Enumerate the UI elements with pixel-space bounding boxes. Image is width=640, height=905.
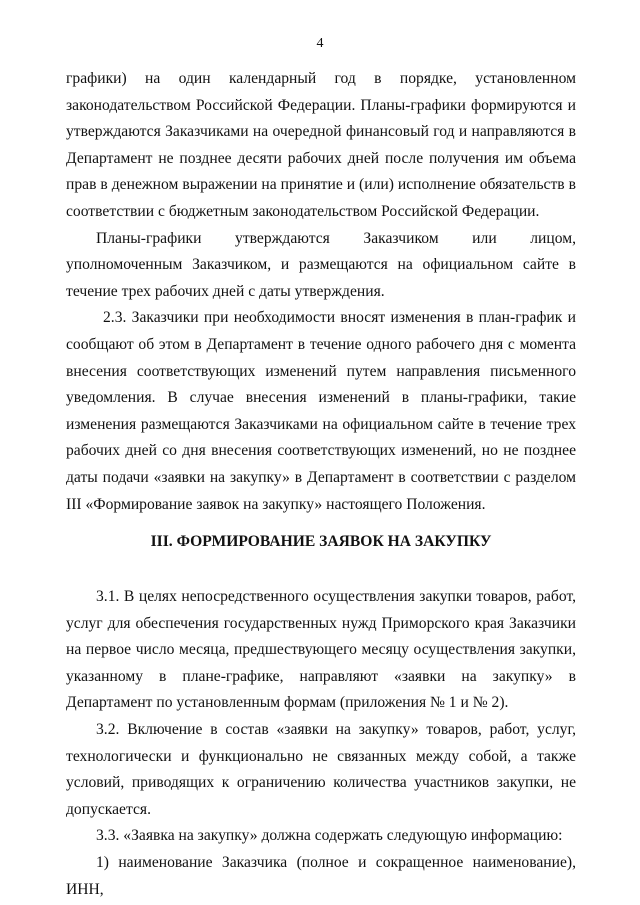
paragraph-plan-schedules-approval: Планы-графики утверждаются Заказчиком или лицом, уполномоченным Заказчиком, и размещаются на официальном сайте в течение трех рабочих дней с даты утверждения. (66, 229, 576, 300)
section-3-text (66, 584, 576, 903)
paragraph-3-1: 3.1. В целях непосредственного осуществления закупки товаров, работ, услуг для обеспечения государственных нужд Приморского края Заказчики на первое число месяца, предшествующего месяцу осуществления закупки, указанному в плане-графике, направляют «заявки на закупку» в Департамент по установленным формам (приложения № 1 и № 2). (66, 588, 576, 712)
paragraph-3-2: 3.2. Включение в состав «заявки на закупку» товаров, работ, услуг, технологически и функционально не связанных между собой, а также условий, приводящих к ограничению количества участников закупки, не допускается. (66, 720, 576, 818)
paragraph-plan-schedules-continued: графики) на один календарный год в порядке, установленном законодательством Российской Федерации. Планы-графики формируются и утверждаются Заказчиками на очередной финансовый год и направляются в Департамент не позднее десяти рабочих дней после получения им объема прав в денежном выражении на принятие и (или) исполнение обязательств в соответствии с бюджетным законодательством Российской Федерации. (66, 70, 576, 220)
paragraph-3-3-item-1: 1) наименование Заказчика (полное и сокращенное наименование), ИНН, (66, 853, 576, 898)
section-heading: III. ФОРМИРОВАНИЕ ЗАЯВОК НА ЗАКУПКУ (150, 533, 492, 550)
page-number: 4 (316, 36, 324, 51)
paragraph-3-3: 3.3. «Заявка на закупку» должна содержать следующую информацию: (96, 827, 563, 845)
section-2-text (66, 66, 576, 518)
paragraph-2-3: 2.3. Заказчики при необходимости вносят изменения в план-график и сообщают об этом в Департамент в течение одного рабочего дня с момента внесения соответствующих изменений путем направления письменного уведомления. В случае внесения изменений в планы-графики, такие изменения размещаются Заказчиками на официальном сайте в течение трех рабочих дней со дня внесения соответствующих изменений, но не позднее даты подачи «заявки на закупку» в Департамент в соответствии с разделом III «Формирование заявок на закупку» настоящего Положения. (66, 309, 576, 513)
